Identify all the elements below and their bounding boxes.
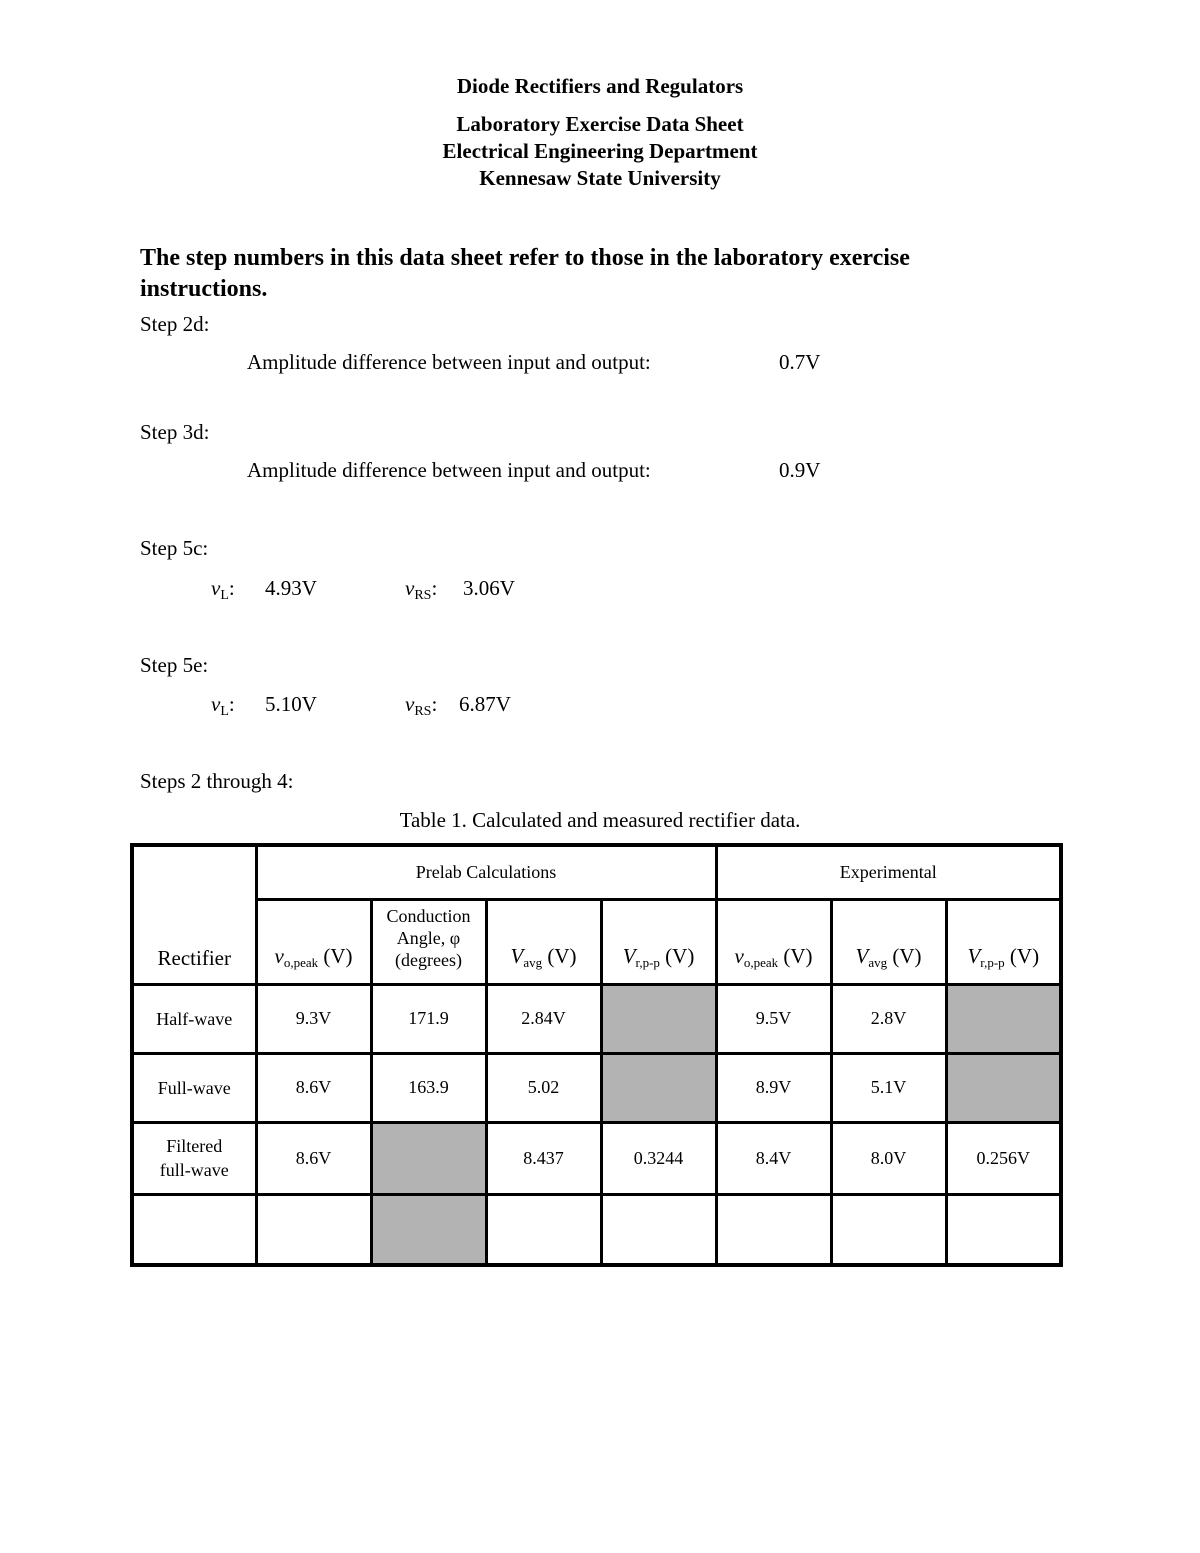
cell-exp-vrpp-shaded [946,984,1061,1053]
header-exp-vavg: Vavg (V) [831,899,946,984]
header-experimental: Experimental [716,845,1061,899]
header-exp-vrpp: Vr,p-p (V) [946,899,1061,984]
header-exp-vopeak: vo,peak (V) [716,899,831,984]
cell-vavg: 5.02 [486,1053,601,1122]
row-label: Full-wave [132,1053,256,1122]
header-vrpp: Vr,p-p (V) [601,899,716,984]
cell-exp-vavg: 2.8V [831,984,946,1053]
cell-vopeak: 8.6V [256,1053,371,1122]
cell-exp-vopeak: 8.9V [716,1053,831,1122]
header-rectifier: Rectifier [132,845,256,984]
cell-vopeak [256,1194,371,1265]
table-row [132,1122,1061,1194]
subtitle-line-3: Kennesaw State University [479,166,721,190]
cell-vrpp: 0.3244 [601,1122,716,1194]
cell-exp-vavg: 5.1V [831,1053,946,1122]
cell-exp-vopeak: 8.4V [716,1122,831,1194]
step-5e-vrs-value: 6.87V [459,692,511,716]
cell-conduction-shaded [371,1194,486,1265]
header-vopeak: vo,peak (V) [256,899,371,984]
table-caption: Table 1. Calculated and measured rectifier data. [399,808,801,832]
cell-vopeak: 9.3V [256,984,371,1053]
step-3d-text: Amplitude difference between input and output: [247,458,651,482]
header-conduction-angle: Conduction Angle, φ (degrees) [371,899,486,984]
step-2d-label: Step 2d: [140,312,210,336]
cell-exp-vavg [831,1194,946,1265]
step-5c-vl-label: $v_L$: [211,576,235,603]
table-row [132,984,1061,1053]
cell-conduction-shaded [371,1122,486,1194]
cell-exp-vrpp [946,1194,1061,1265]
step-3d-value: 0.9V [779,458,821,482]
step-5c-vrs-label: $v_{RS}$: [405,576,438,603]
cell-vrpp-shaded [601,1053,716,1122]
cell-exp-vavg: 8.0V [831,1122,946,1194]
subtitle-line-2: Electrical Engineering Department [442,139,758,163]
step-5e-vl-value: 5.10V [265,692,317,716]
page-title: Diode Rectifiers and Regulators [456,74,744,98]
step-3d-label: Step 3d: [140,420,210,444]
step-5c-label: Step 5c: [140,536,209,560]
header-vavg: Vavg (V) [486,899,601,984]
intro-text: The step numbers in this data sheet refer to those in the laboratory exercise instructions. [140,245,910,302]
row-label [132,1194,256,1265]
cell-exp-vopeak [716,1194,831,1265]
subtitle-line-1: Laboratory Exercise Data Sheet [456,112,744,136]
step-2d-value: 0.7V [779,350,821,374]
rectifier-data-table [130,843,1063,1267]
step-2d-text: Amplitude difference between input and output: [247,350,651,374]
step-5e-vrs-label: $v_{RS}$: [405,692,438,719]
cell-exp-vopeak: 9.5V [716,984,831,1053]
cell-vrpp-shaded [601,984,716,1053]
step-5e-vl-label: $v_L$: [211,692,235,719]
table-row [132,1194,1061,1265]
cell-vavg: 2.84V [486,984,601,1053]
cell-exp-vrpp-shaded [946,1053,1061,1122]
cell-vrpp [601,1194,716,1265]
cell-conduction: 171.9 [371,984,486,1053]
cell-exp-vrpp: 0.256V [946,1122,1061,1194]
cell-vavg: 8.437 [486,1122,601,1194]
steps-2-4-label: Steps 2 through 4: [140,769,294,793]
step-5c-vl-value: 4.93V [265,576,317,600]
step-5c-vrs-value: 3.06V [463,576,515,600]
row-label: Half-wave [132,984,256,1053]
table-row [132,1053,1061,1122]
header-prelab-calculations: Prelab Calculations [256,845,716,899]
step-5e-label: Step 5e: [140,653,209,677]
cell-conduction: 163.9 [371,1053,486,1122]
cell-vavg [486,1194,601,1265]
row-label: Filtered full-wave [132,1122,256,1194]
cell-vopeak: 8.6V [256,1122,371,1194]
